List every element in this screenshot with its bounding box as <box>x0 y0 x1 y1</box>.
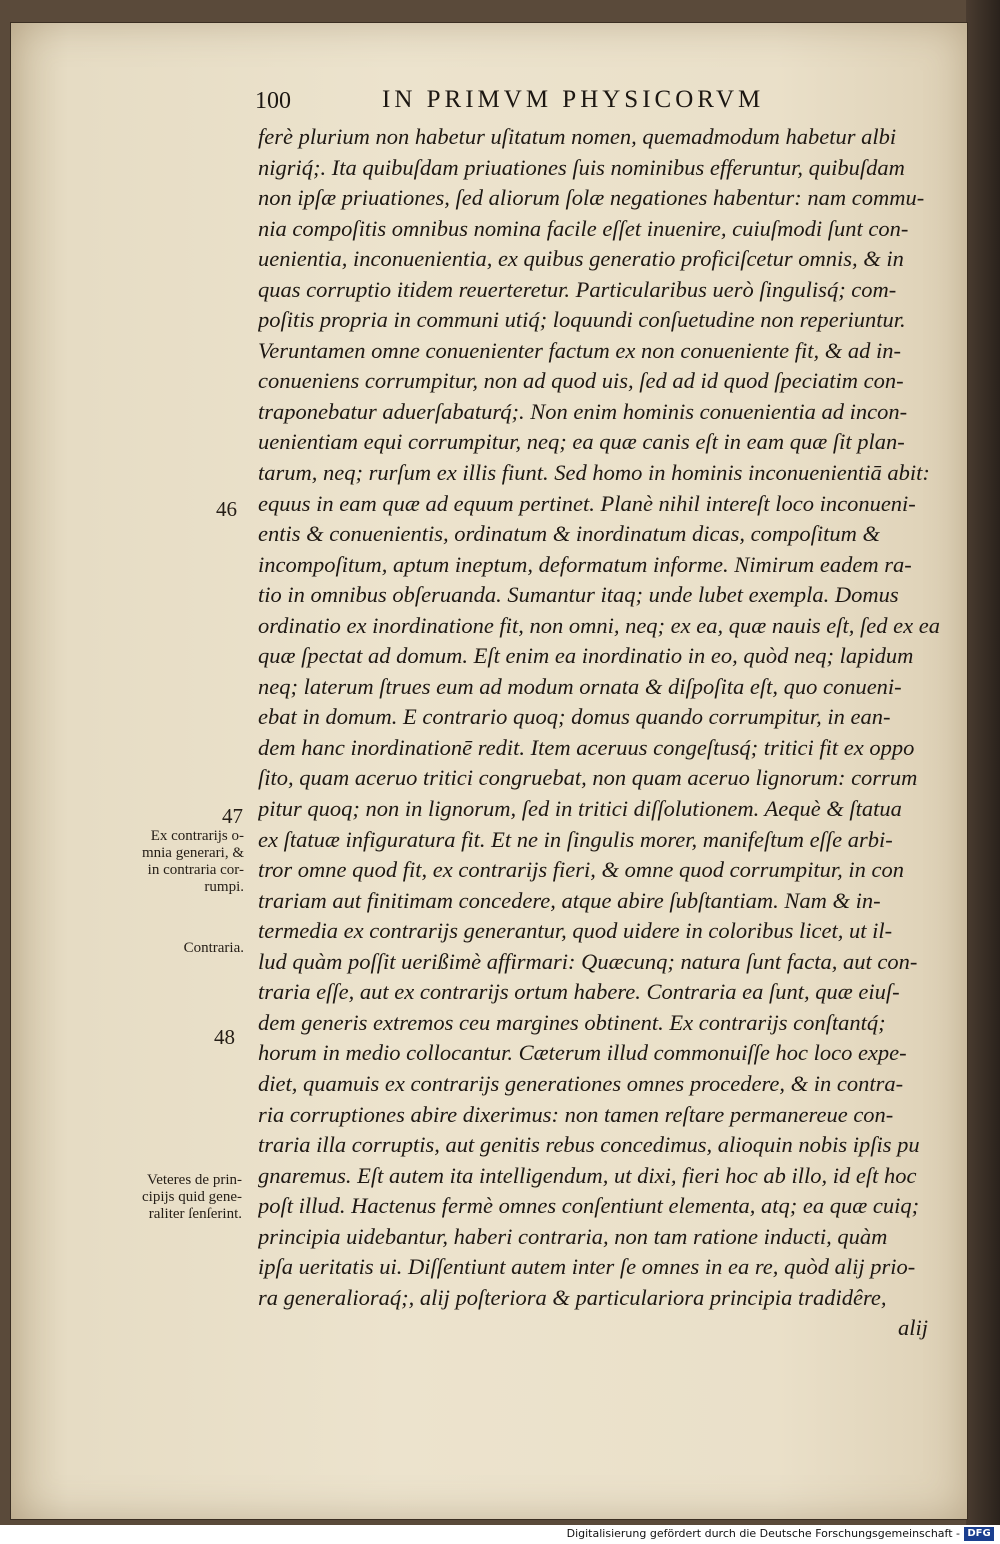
running-head: IN PRIMVM PHYSICORVM <box>382 86 765 113</box>
text-line: ra generalioraq́;, alij poſteriora & particulariora principia tradidêre, <box>258 1284 887 1310</box>
text-line: ria corruptiones abire dixerimus: non tamen reſtare permanereue con- <box>258 1101 894 1127</box>
text-line: neq; laterum ſtrues eum ad modum ornata & diſpoſita eſt, quo conueni- <box>258 673 902 699</box>
text-line: quas corruptio itidem reuerteretur. Particularibus uerò ſingulisq́; com- <box>258 276 897 302</box>
text-line: traria eſſe, aut ex contrarijs ortum habere. Contraria ea ſunt, quæ eiuſ- <box>258 979 900 1005</box>
margin-number-46: 46 <box>216 497 237 521</box>
margin-note-line: Veteres de prin- <box>147 1172 242 1188</box>
dfg-logo: DFG <box>964 1527 994 1541</box>
text-line: poſt illud. Hactenus fermè omnes conſentiunt elementa, atq; ea quæ cuiq; <box>258 1193 920 1219</box>
text-line: dem generis extremos ceu margines obtinent. Ex contrarijs conſtantq́; <box>258 1009 886 1035</box>
text-line: poſitis propria in communi utiq́; loquundi conſuetudine non reperiuntur. <box>258 307 906 333</box>
text-line: tarum, neq; rurſum ex illis fiunt. Sed homo in hominis inconuenientiā abit: <box>258 460 930 486</box>
margin-note-line: cipijs quid gene- <box>142 1189 242 1205</box>
text-line: traponebatur aduerſabaturq́;. Non enim hominis conuenientia ad incon- <box>258 398 908 424</box>
footer-bar <box>0 1525 1000 1544</box>
text-line: tror omne quod fit, ex contrarijs fieri, & omne quod corrumpitur, in con <box>258 857 905 883</box>
book-edge <box>966 0 1000 1525</box>
text-line: nigriq́;. Ita quibuſdam priuationes ſuis nominibus efferuntur, quibuſdam <box>258 154 905 180</box>
text-line: ſito, quam aceruo tritici congruebat, non quam aceruo lignorum: corrum <box>258 765 918 791</box>
body-text <box>258 122 940 1344</box>
text-line: non ipſæ priuationes, ſed aliorum ſolæ negationes habentur: nam commu- <box>258 185 925 211</box>
text-line: trariam aut finitimam concedere, atque abire ſubſtantiam. Nam & in- <box>258 887 881 913</box>
text-line: Veruntamen omne conuenienter factum ex non conueniente fit, & ad in- <box>258 337 901 363</box>
text-line: gnaremus. Eſt autem ita intelligendum, ut dixi, fieri hoc ab illo, id eſt hoc <box>258 1162 917 1188</box>
margin-note-line: mnia generari, & <box>141 845 244 861</box>
text-line: lud quàm poſſit uerißimè affirmari: Quæcunq; natura ſunt facta, aut con- <box>258 948 918 974</box>
text-line: quæ ſpectat ad domum. Eſt enim ea inordinatio in eo, quòd neq; lapidum <box>258 643 914 669</box>
text-line: ferè plurium non habetur uſitatum nomen, quemadmodum habetur albi <box>258 124 897 149</box>
page-number: 100 <box>255 88 291 114</box>
text-line: ordinatio ex inordinatione fit, non omni, neq; ex ea, quæ nauis eſt, ſed ex ea <box>258 612 940 638</box>
text-line: ebat in domum. E contrario quoq; domus quando corrumpitur, in ean- <box>258 704 891 730</box>
margin-number-47: 47 <box>222 804 243 828</box>
text-line: horum in medio collocantur. Cæterum illud commonuiſſe hoc loco expe- <box>258 1040 907 1066</box>
margin-note-line: rumpi. <box>204 879 244 895</box>
text-line: nia compoſitis omnibus nomina facile eſſet inuenire, cuiuſmodi ſunt con- <box>258 215 909 241</box>
text-line: diet, quamuis ex contrarijs generationes omnes procedere, & in contra- <box>258 1070 904 1096</box>
text-line: entis & conuenientis, ordinatum & inordinatum dicas, compoſitum & <box>258 521 881 547</box>
text-line: conueniens corrumpitur, non ad quod uis, ſed ad id quod ſpeciatim con- <box>258 368 904 394</box>
catchword: alij <box>897 1315 928 1341</box>
text-line: ipſa ueritatis ui. Diſſentiunt autem inter ſe omnes in ea re, quòd alij prio- <box>258 1254 916 1280</box>
text-line: ex ſtatuæ infiguratura fit. Et ne in ſingulis morer, manifeſtum eſſe arbi- <box>258 826 893 852</box>
text-line: incompoſitum, aptum ineptum, deformatum informe. Nimirum eadem ra- <box>258 551 912 577</box>
margin-note-line: Ex contrarijs o- <box>150 828 244 844</box>
text-line: uenientia, inconuenientia, ex quibus generatio proficiſcetur omnis, & in <box>258 246 904 272</box>
text-line: tio in omnibus obſeruanda. Sumantur itaq; unde lubet exempla. Domus <box>258 582 899 608</box>
text-line: principia uidebantur, haberi contraria, non tam ratione inducti, quàm <box>258 1223 888 1249</box>
margin-number-48: 48 <box>214 1025 235 1049</box>
text-line: equus in eam quæ ad equum pertinet. Planè nihil intereſt loco inconueni- <box>258 490 916 516</box>
text-line: traria illa corruptis, aut genitis rebus concedimus, alioquin nobis ipſis pu <box>258 1132 920 1158</box>
footer-credit: Digitalisierung gefördert durch die Deutsche Forschungsgemeinschaft - <box>566 1527 960 1540</box>
margin-note-veteres <box>100 1172 242 1223</box>
text-line: pitur quoq; non in lignorum, ſed in tritici diſſolutionem. Aequè & ſtatua <box>258 796 902 822</box>
margin-note-line: raliter ſenſerint. <box>148 1206 242 1222</box>
margin-note-line: in contraria cor- <box>147 862 244 878</box>
text-line: termedia ex contrarijs generantur, quod uidere in coloribus licet, ut il- <box>258 918 893 944</box>
text-line: dem hanc inordinationē redit. Item aceruus congeſtusq́; tritici fit ex oppo <box>258 734 915 760</box>
text-line: uenientiam equi corrumpitur, neq; ea quæ canis eſt in eam quæ ſit plan- <box>258 429 905 455</box>
margin-note-contraria-generari <box>102 828 244 896</box>
margin-note-contraria: Contraria. <box>183 940 244 956</box>
